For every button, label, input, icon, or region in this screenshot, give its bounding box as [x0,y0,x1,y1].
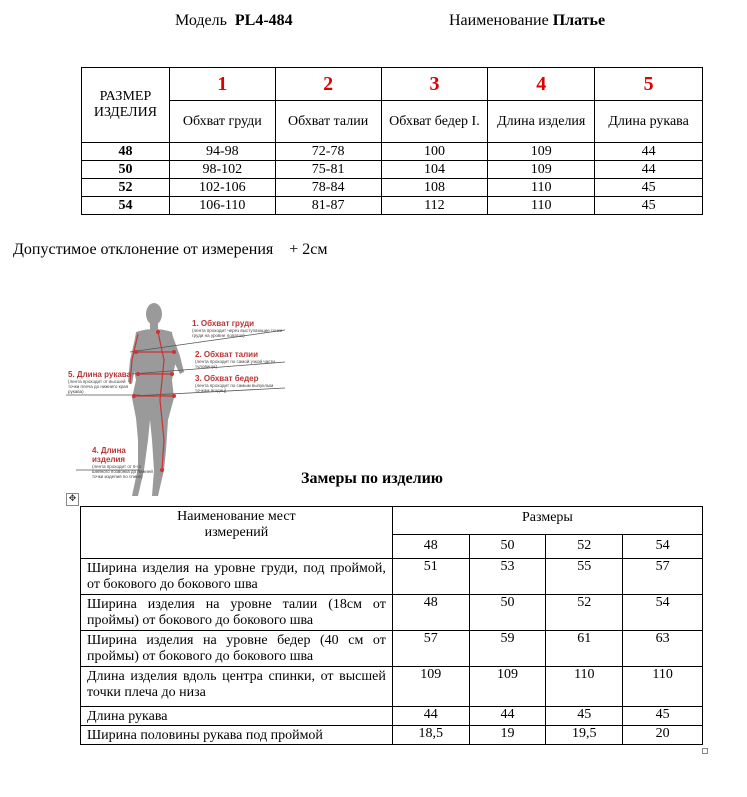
size-cell: 48 [82,143,170,161]
measure-name: Ширина изделия на уровне груди, под проймой, от бокового до бокового шва [81,559,393,595]
measure-value: 45 [623,707,703,726]
tolerance-value: + 2см [289,241,328,258]
measure-value: 53 [469,559,546,595]
measure-value: 57 [392,631,469,667]
size-header: 52 [546,535,623,559]
figure-label-sleeve: 5. Длина рукава (лента проходит от высшей точки плеча до нижнего края рукава) [68,370,132,394]
model-label: Модель [175,12,227,29]
table-row [81,726,703,745]
measure-value: 110 [546,667,623,707]
value-cell: 104 [381,161,488,179]
col-header: Обхват талии [275,101,381,143]
table-row [81,559,703,595]
measure-value: 109 [469,667,546,707]
measure-name: Ширина половины рукава под проймой [81,726,393,745]
measure-value: 61 [546,631,623,667]
col-header: Длина рукава [595,101,703,143]
col-number: 5 [595,68,703,101]
measure-value: 48 [392,595,469,631]
size-header: 50 [469,535,546,559]
value-cell: 44 [595,161,703,179]
table-row [82,161,703,179]
size-cell: 54 [82,197,170,215]
value-cell: 102-106 [169,179,275,197]
measure-value: 45 [546,707,623,726]
value-cell: 100 [381,143,488,161]
value-cell: 109 [488,161,595,179]
size-header: 54 [623,535,703,559]
measurement-figure [60,300,300,500]
value-cell: 110 [488,179,595,197]
col-number: 1 [169,68,275,101]
size-table [81,67,703,215]
measure-value: 51 [392,559,469,595]
table-row [82,197,703,215]
col-header: Обхват бедер I. [381,101,488,143]
value-cell: 75-81 [275,161,381,179]
measure-value: 109 [392,667,469,707]
size-cell: 50 [82,161,170,179]
measure-value: 110 [623,667,703,707]
measure-name: Длина изделия вдоль центра спинки, от высшей точки плеча до низа [81,667,393,707]
value-cell: 106-110 [169,197,275,215]
value-cell: 98-102 [169,161,275,179]
value-cell: 110 [488,197,595,215]
size-header: 48 [392,535,469,559]
measure-value: 55 [546,559,623,595]
value-cell: 45 [595,197,703,215]
measure-section-title: Замеры по изделию [301,470,444,487]
col-header: Обхват груди [169,101,275,143]
size-row-header: РАЗМЕР ИЗДЕЛИЯ [82,68,170,143]
value-cell: 45 [595,179,703,197]
table-row [81,595,703,631]
measure-name: Ширина изделия на уровне бедер (40 см от проймы) от бокового до бокового шва [81,631,393,667]
value-cell: 44 [595,143,703,161]
value-cell: 109 [488,143,595,161]
measure-name: Ширина изделия на уровне талии (18см от проймы) от бокового до бокового шва [81,595,393,631]
name-value: Платье [552,12,606,29]
figure-label-hips: 3. Обхват бедер (лента проходит по самым выпуклым точкам ягодиц) [195,374,274,393]
measure-value: 59 [469,631,546,667]
value-cell: 78-84 [275,179,381,197]
model-value: PL4-484 [234,12,293,29]
sizes-header: Размеры [392,507,702,535]
tolerance-text: Допустимое отклонение от измерения [13,241,274,258]
measure-value: 19,5 [546,726,623,745]
measure-value: 57 [623,559,703,595]
figure-label-waist: 2. Обхват талии (лента проходит по самой узкой части туловища) [195,350,275,369]
measure-table [80,506,703,745]
table-resize-handle-icon[interactable] [702,748,708,754]
figure-label-chest: 1. Обхват груди (лента проходит через выступающие точки груди на уровне лопаток) [192,319,283,338]
table-row [81,707,703,726]
col-number: 3 [381,68,488,101]
size-cell: 52 [82,179,170,197]
table-row [82,143,703,161]
table-move-handle-icon[interactable]: ✥ [66,493,79,506]
value-cell: 112 [381,197,488,215]
col-header: Длина изделия [488,101,595,143]
col-number: 4 [488,68,595,101]
col-number: 2 [275,68,381,101]
table-row [81,667,703,707]
measure-value: 18,5 [392,726,469,745]
value-cell: 72-78 [275,143,381,161]
measure-value: 20 [623,726,703,745]
table-row [82,179,703,197]
measure-value: 44 [469,707,546,726]
figure-label-length: 4. Длина изделия (лента проходит от 6-го шейного позвонка до нижней точки изделия по спине) [92,446,153,479]
name-line [449,12,605,30]
value-cell: 81-87 [275,197,381,215]
measure-value: 52 [546,595,623,631]
model-line [175,12,293,30]
tolerance-line [13,241,327,259]
table-row [81,631,703,667]
measure-value: 54 [623,595,703,631]
measure-value: 50 [469,595,546,631]
measure-value: 19 [469,726,546,745]
value-cell: 94-98 [169,143,275,161]
measure-value: 44 [392,707,469,726]
value-cell: 108 [381,179,488,197]
measure-value: 63 [623,631,703,667]
name-label: Наименование [449,12,549,29]
measure-name: Длина рукава [81,707,393,726]
col-name-header: Наименование мест измерений [81,507,393,559]
